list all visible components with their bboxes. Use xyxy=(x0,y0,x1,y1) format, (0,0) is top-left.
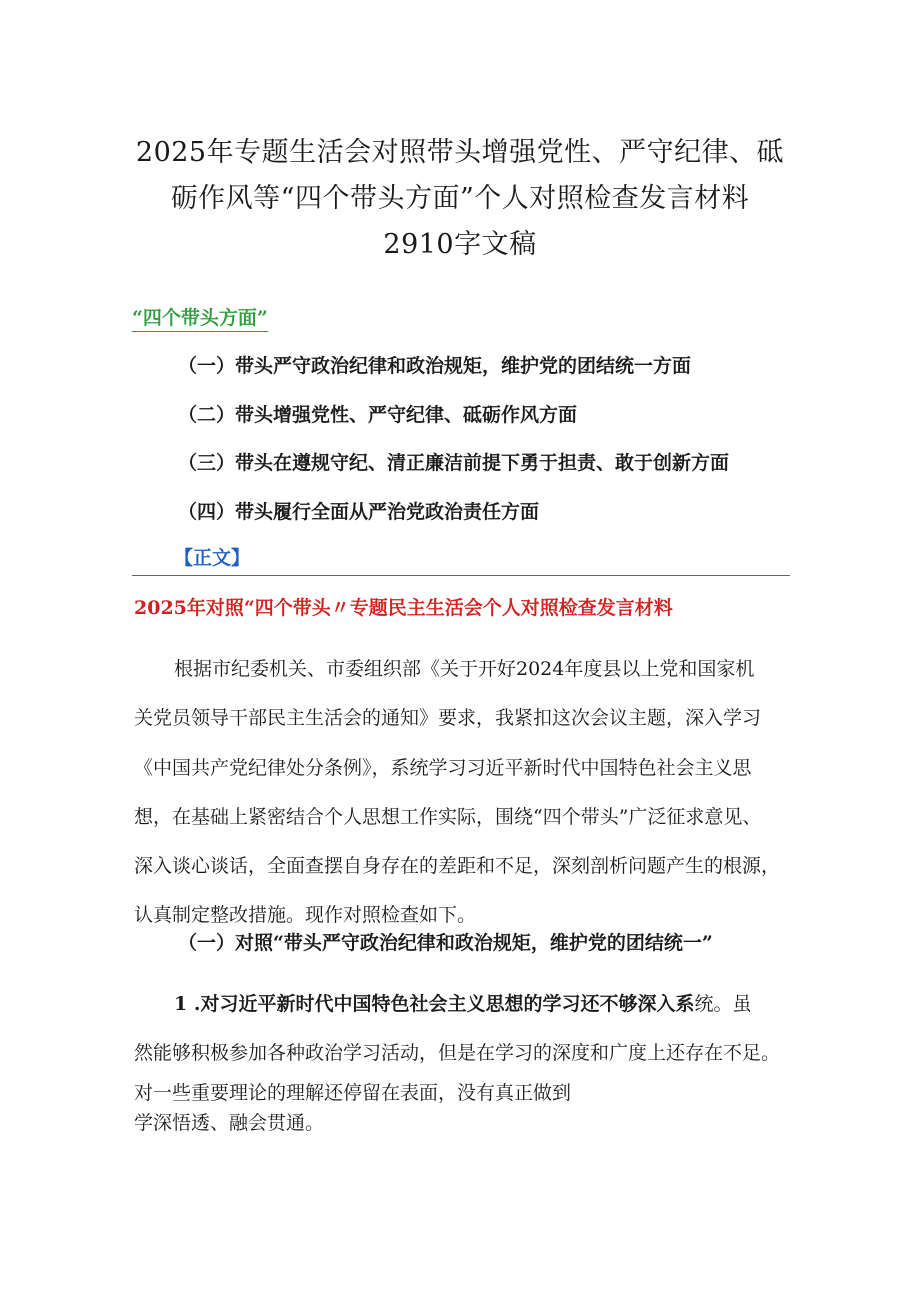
divider-line xyxy=(132,575,790,576)
tail-paragraph xyxy=(134,1078,571,1138)
title-line-2: 砺作风等“四个带头方面”个人对照检查发言材料 xyxy=(170,183,750,215)
four-aspects-heading: “四个带头方面” xyxy=(132,306,268,332)
intro-line: 认真制定整改措施。现作对照检查如下。 xyxy=(134,904,477,927)
sub-heading-one: （一）对照“带头严守政治纪律和政治规矩，维护党的团结统一” xyxy=(178,932,713,954)
item-one-bold: 1 .对习近平新时代中国特色社会主义思想的学习还不够深入系 xyxy=(174,993,695,1015)
aspect-item: （四）带头履行全面从严治党政治责任方面 xyxy=(178,500,540,523)
item-one-paragraph xyxy=(134,980,814,1078)
intro-line: 想，在基础上紧密结合个人思想工作实际，围绕“四个带头”广泛征求意见、 xyxy=(134,805,762,828)
intro-line: 关党员领导干部民主生活会的通知》要求，我紧扣这次会议主题，深入学习 xyxy=(134,707,762,730)
tail-line: 对一些重要理论的理解还停留在表面，没有真正做到 xyxy=(134,1082,572,1104)
intro-line: 深入谈心谈话，全面查摆自身存在的差距和不足，深刻剖析问题产生的根源， xyxy=(134,855,781,878)
aspect-item: （二）带头增强党性、严守纪律、砥砺作风方面 xyxy=(178,403,578,426)
zhengwen-label: 【正文】 xyxy=(174,547,251,569)
title-line-1: 2025年专题生活会对照带头增强党性、严守纪律、砥 xyxy=(135,137,785,169)
item-one-rest: 统。虽 xyxy=(694,993,752,1015)
title-line-3: 2910字文稿 xyxy=(383,229,537,261)
tail-line: 学深悟透、融会贯通。 xyxy=(134,1112,325,1134)
intro-paragraph xyxy=(134,645,794,941)
item-one-line-1 xyxy=(134,980,814,1029)
intro-line: 《中国共产党纪律处分条例》，系统学习习近平新时代中国特色社会主义思 xyxy=(134,756,752,779)
aspect-item: （一）带头严守政治纪律和政治规矩，维护党的团结统一方面 xyxy=(178,355,692,377)
aspect-item: （三）带头在遵规守纪、清正廉洁前提下勇于担责、敢于创新方面 xyxy=(178,452,730,474)
intro-line: 根据市纪委机关、市委组织部《关于开好2024年度县以上党和国家机 xyxy=(174,658,755,680)
page-title xyxy=(100,130,820,268)
four-aspects-list xyxy=(178,354,729,548)
item-one-line-2: 然能够积极参加各种政治学习活动，但是在学习的深度和广度上还存在不足。 xyxy=(134,1042,781,1064)
article-heading: 2025年对照“四个带头〃专题民主生活会个人对照检查发言材料 xyxy=(134,597,673,619)
